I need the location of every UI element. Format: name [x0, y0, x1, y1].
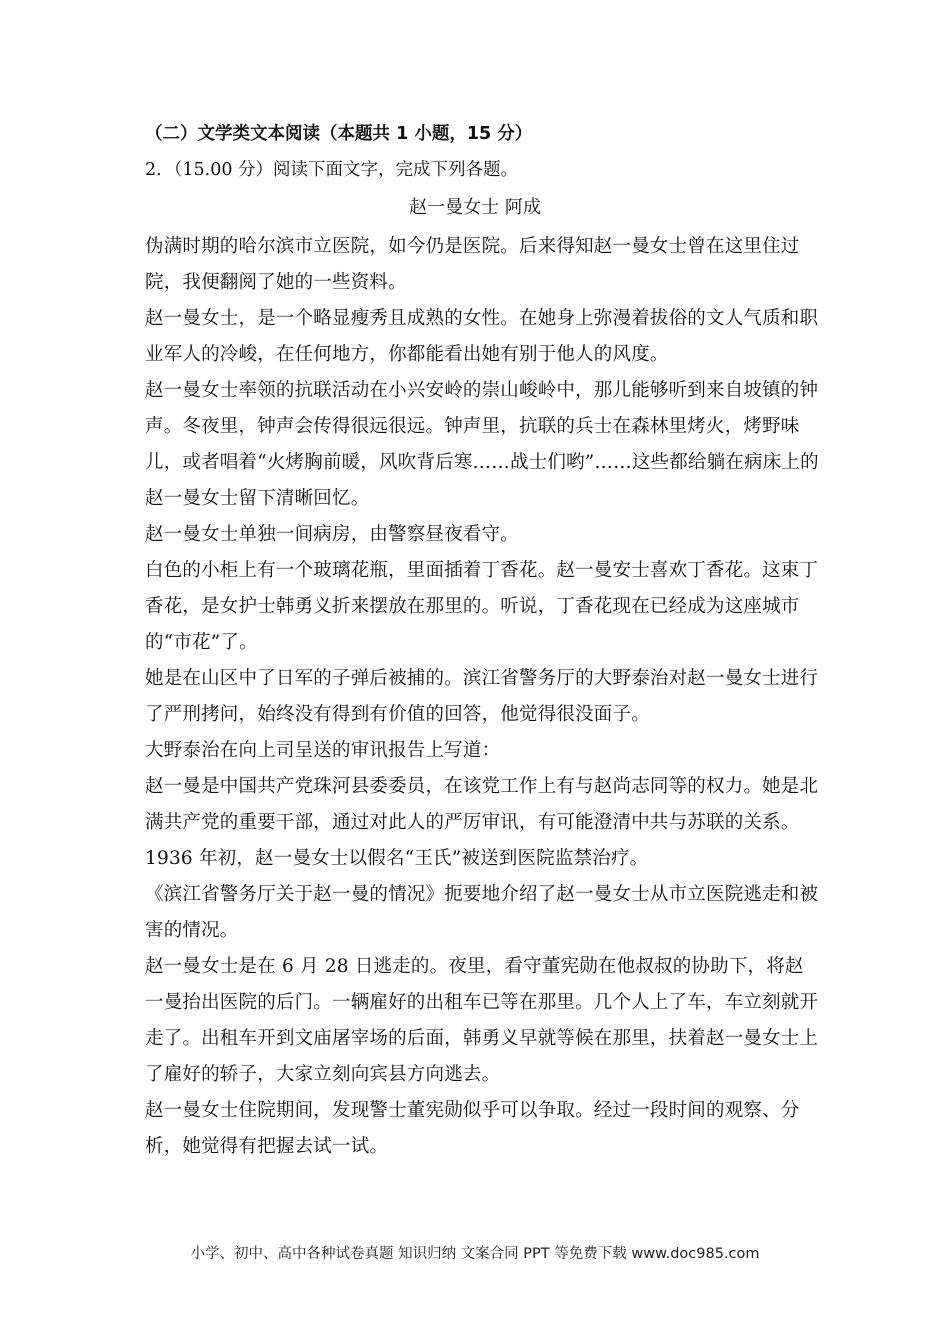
- article-title: 赵一曼女士 阿成: [409, 197, 541, 218]
- section-heading: （二）文学类文本阅读（本题共 1 小题，15 分）: [145, 124, 533, 144]
- paragraph-10: 《滨江省警务厅关于赵一曼的情况》扼要地介绍了赵一曼女士从市立医院逃走和被害的情况。: [145, 884, 819, 941]
- paragraph-7: 大野泰治在向上司呈送的审讯报告上写道：: [145, 740, 501, 761]
- paragraph-2: 赵一曼女士，是一个略显瘦秀且成熟的女性。在她身上弥漫着拔俗的文人气质和职业军人的冷峻，在任何地方，你都能看出她有别于他人的风度。: [145, 308, 819, 365]
- question-line: 2．（15.00 分）阅读下面文字，完成下列各题。: [145, 160, 519, 180]
- page-footer: 小学、初中、高中各种试卷真题 知识归纳 文案合同 PPT 等免费下载 www.doc985.com: [190, 1246, 760, 1262]
- paragraph-3: 赵一曼女士率领的抗联活动在小兴安岭的崇山峻岭中，那儿能够听到来自坡镇的钟声。冬夜里，钟声会传得很远很远。钟声里，抗联的兵士在森林里烤火，烤野味儿，或者唱着“火烤胸前暖，风吹背后寒……战士们哟”……这些都给躺在病床上的赵一曼女士留下清晰回忆。: [145, 380, 819, 509]
- paragraph-9: 1936 年初，赵一曼女士以假名“王氏”被送到医院监禁治疗。: [145, 848, 649, 869]
- paragraph-8-quoted-report: 赵一曼是中国共产党珠河县委委员，在该党工作上有与赵尚志同等的权力。她是北满共产党的重要干部，通过对此人的严厉审讯，有可能澄清中共与苏联的关系。: [145, 776, 819, 833]
- article-body: [145, 229, 821, 1165]
- paragraph-5: 白色的小柜上有一个玻璃花瓶，里面插着丁香花。赵一曼安士喜欢丁香花。这束丁香花，是女护士韩勇义折来摆放在那里的。听说，丁香花现在已经成为这座城市的“市花”了。: [145, 560, 819, 653]
- paragraph-12: 赵一曼女士住院期间，发现警士董宪勋似乎可以争取。经过一段时间的观察、分析，她觉得有把握去试一试。: [145, 1100, 800, 1157]
- paragraph-11: 赵一曼女士是在 6 月 28 日逃走的。夜里，看守董宪勋在他叔叔的协助下，将赵一曼抬出医院的后门。一辆雇好的出租车已等在那里。几个人上了车，车立刻就开走了。出租车开到文庙屠宰场的后面，韩勇义早就等候在那里，扶着赵一曼女士上了雇好的轿子，大家立刻向宾县方向逃去。: [145, 956, 819, 1085]
- paragraph-4: 赵一曼女士单独一间病房，由警察昼夜看守。: [145, 524, 520, 545]
- paragraph-1: 伪满时期的哈尔滨市立医院，如今仍是医院。后来得知赵一曼女士曾在这里住过院，我便翻阅了她的一些资料。: [145, 236, 800, 293]
- paragraph-6: 她是在山区中了日军的子弹后被捕的。滨江省警务厅的大野泰治对赵一曼女士进行了严刑拷问，始终没有得到有价值的回答，他觉得很没面子。: [145, 668, 819, 725]
